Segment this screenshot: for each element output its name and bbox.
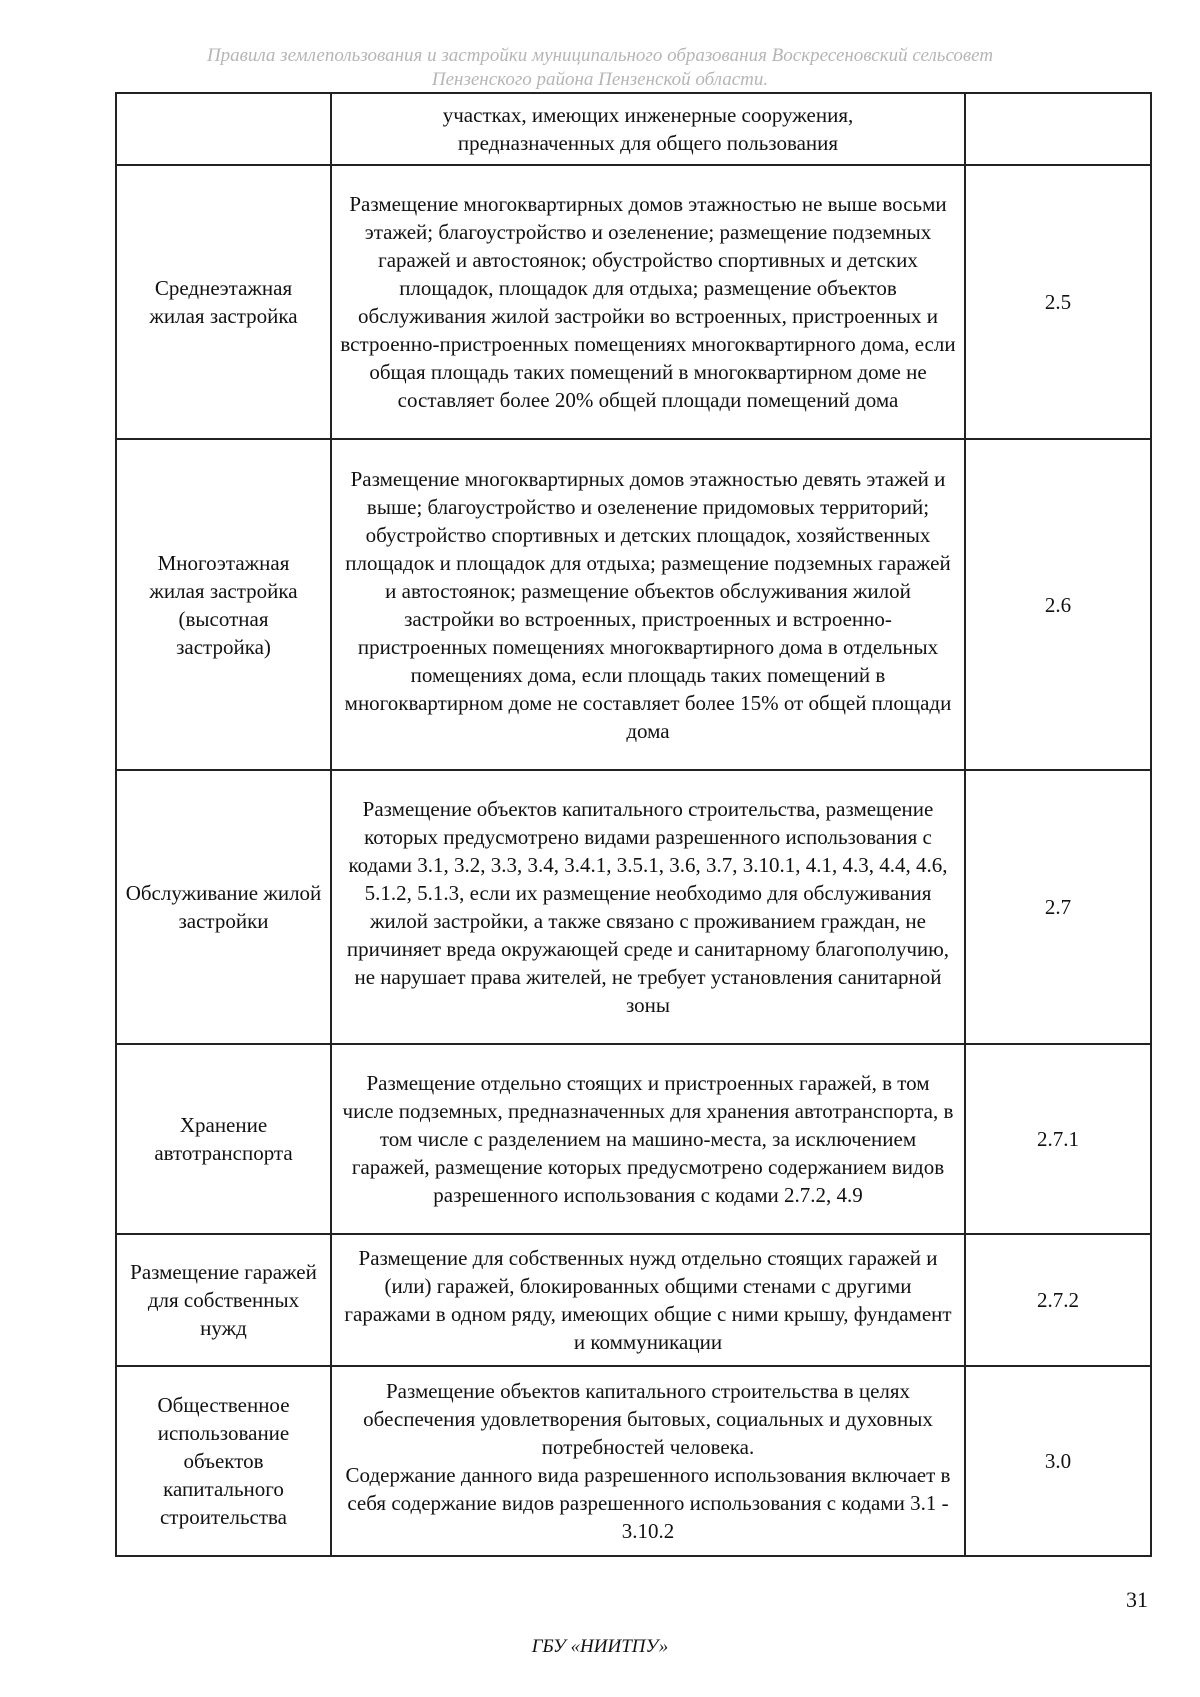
table-row: [116, 1366, 1151, 1556]
land-use-table: [115, 92, 1152, 1557]
use-type-cell: Многоэтажная жилая застройка (высотная застройка): [116, 439, 331, 770]
code-cell: 2.6: [965, 439, 1151, 770]
description-cell: Размещение многоквартирных домов этажностью не выше восьми этажей; благоустройство и озеленение; размещение подземных гаражей и автостоянок; обустройство спортивных и детских площадок, площадок для отдыха; размещение объектов обслуживания жилой застройки во встроенных, пристроенных и встроенно-пристроенных помещениях многоквартирного дома, если общая площадь таких помещений в многоквартирном доме не составляет более 20% общей площади помещений дома: [331, 165, 965, 439]
table-row: [116, 439, 1151, 770]
use-type-cell: Размещение гаражей для собственных нужд: [116, 1234, 331, 1366]
code-cell: [965, 93, 1151, 165]
header-line-2: Пензенского района Пензенской области.: [431, 69, 769, 90]
description-cell: участках, имеющих инженерные сооружения, предназначенных для общего пользования: [331, 93, 965, 165]
code-cell: 2.7.1: [965, 1044, 1151, 1234]
table-row: [116, 165, 1151, 439]
code-cell: 2.7: [965, 770, 1151, 1044]
description-cell: Размещение многоквартирных домов этажностью девять этажей и выше; благоустройство и озеленение придомовых территорий; обустройство спортивных и детских площадок, хозяйственных площадок и площадок для отдыха; размещение подземных гаражей и автостоянок; размещение объектов обслуживания жилой застройки во встроенных, пристроенных и встроенно-пристроенных помещениях многоквартирного дома в отдельных помещениях дома, если площадь таких помещений в многоквартирном доме не составляет более 15% от общей площади дома: [331, 439, 965, 770]
description-cell: Размещение отдельно стоящих и пристроенных гаражей, в том числе подземных, предназначенных для хранения автотранспорта, в том числе с разделением на машино-места, за исключением гаражей, размещение которых предусмотрено содержанием видов разрешенного использования с кодами 2.7.2, 4.9: [331, 1044, 965, 1234]
description-cell: Размещение для собственных нужд отдельно стоящих гаражей и (или) гаражей, блокированных общими стенами с другими гаражами в одном ряду, имеющих общие с ними крышу, фундамент и коммуникации: [331, 1234, 965, 1366]
use-type-cell: Хранение автотранспорта: [116, 1044, 331, 1234]
table-row: [116, 93, 1151, 165]
page-footer: ГБУ «НИИТПУ»: [531, 1636, 669, 1657]
header-line-1: Правила землепользования и застройки муниципального образования Воскресеновский сельсовет: [206, 45, 994, 66]
use-type-cell: [116, 93, 331, 165]
page-header: [150, 44, 1050, 92]
table-row: [116, 1044, 1151, 1234]
description-cell: Размещение объектов капитального строительства, размещение которых предусмотрено видами разрешенного использования с кодами 3.1, 3.2, 3.3, 3.4, 3.4.1, 3.5.1, 3.6, 3.7, 3.10.1, 4.1, 4.3, 4.4, 4.6, 5.1.2, 5.1.3, если их размещение необходимо для обслуживания жилой застройки, а также связано с проживанием граждан, не причиняет вреда окружающей среде и санитарному благополучию, не нарушает права жителей, не требует установления санитарной зоны: [331, 770, 965, 1044]
use-type-cell: Обслуживание жилой застройки: [116, 770, 331, 1044]
use-type-cell: Среднеэтажная жилая застройка: [116, 165, 331, 439]
table-row: [116, 770, 1151, 1044]
code-cell: 2.5: [965, 165, 1151, 439]
code-cell: 3.0: [965, 1366, 1151, 1556]
page-number: 31: [1126, 1587, 1148, 1612]
description-cell: Размещение объектов капитального строительства в целях обеспечения удовлетворения бытовых, социальных и духовных потребностей человека. Содержание данного вида разрешенного использования включает в себя содержание видов разрешенного использования с кодами 3.1 - 3.10.2: [331, 1366, 965, 1556]
table-row: [116, 1234, 1151, 1366]
code-cell: 2.7.2: [965, 1234, 1151, 1366]
use-type-cell: Общественное использование объектов капитального строительства: [116, 1366, 331, 1556]
